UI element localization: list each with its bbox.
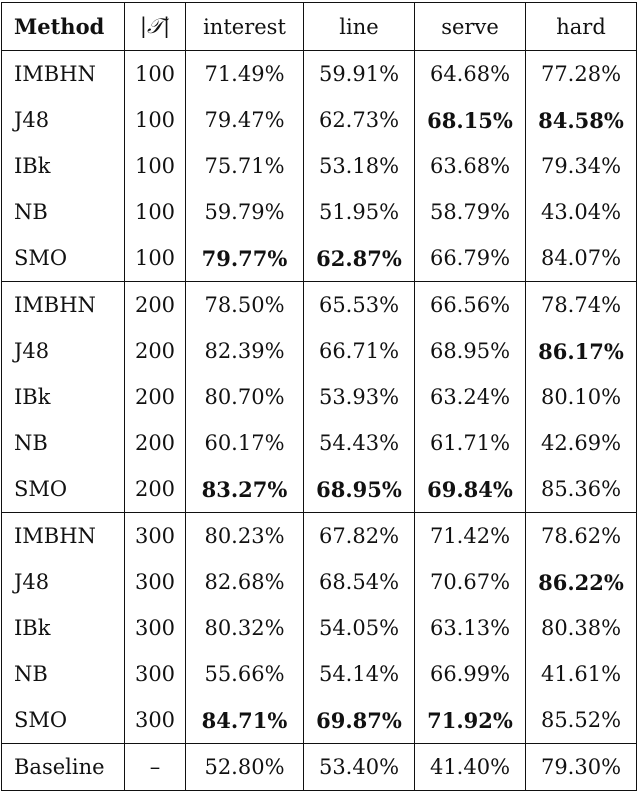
results-table	[1, 2, 637, 791]
cell-hard: 79.30%	[526, 744, 637, 791]
cell-line: 65.53%	[304, 282, 415, 329]
cell-method: J48	[2, 559, 125, 605]
cell-interest: 52.80%	[186, 744, 304, 791]
table-row	[2, 651, 637, 697]
table-row	[2, 97, 637, 143]
cell-t: 100	[125, 235, 186, 282]
cell-method: J48	[2, 328, 125, 374]
cell-t: 100	[125, 189, 186, 235]
table-row	[2, 282, 637, 329]
cell-t: 200	[125, 328, 186, 374]
cell-interest: 79.77%	[186, 235, 304, 282]
cell-interest: 80.23%	[186, 513, 304, 560]
header-line: line	[304, 3, 415, 51]
cell-line: 51.95%	[304, 189, 415, 235]
cell-serve: 63.68%	[415, 143, 526, 189]
table-body	[2, 51, 637, 791]
cell-interest: 55.66%	[186, 651, 304, 697]
cell-t: 300	[125, 651, 186, 697]
cell-method: SMO	[2, 466, 125, 513]
header-serve: serve	[415, 3, 526, 51]
cell-line: 59.91%	[304, 51, 415, 98]
cell-line: 67.82%	[304, 513, 415, 560]
cell-t: 300	[125, 697, 186, 744]
cell-hard: 43.04%	[526, 189, 637, 235]
cell-method: NB	[2, 189, 125, 235]
table-row	[2, 420, 637, 466]
cell-line: 54.05%	[304, 605, 415, 651]
cell-line: 66.71%	[304, 328, 415, 374]
cell-line: 68.95%	[304, 466, 415, 513]
cell-line: 54.14%	[304, 651, 415, 697]
table-row	[2, 51, 637, 98]
cell-method: IMBHN	[2, 51, 125, 98]
cell-serve: 64.68%	[415, 51, 526, 98]
cell-line: 69.87%	[304, 697, 415, 744]
cell-interest: 82.68%	[186, 559, 304, 605]
cell-method: IBk	[2, 605, 125, 651]
cell-serve: 68.15%	[415, 97, 526, 143]
cell-line: 53.93%	[304, 374, 415, 420]
cell-method: SMO	[2, 235, 125, 282]
cell-serve: 71.42%	[415, 513, 526, 560]
cell-interest: 78.50%	[186, 282, 304, 329]
table-row	[2, 513, 637, 560]
cell-serve: 66.79%	[415, 235, 526, 282]
cell-hard: 42.69%	[526, 420, 637, 466]
table-row	[2, 143, 637, 189]
cell-t: –	[125, 744, 186, 791]
cell-t: 300	[125, 513, 186, 560]
cell-line: 53.18%	[304, 143, 415, 189]
cell-t: 200	[125, 374, 186, 420]
cell-hard: 85.52%	[526, 697, 637, 744]
cell-interest: 71.49%	[186, 51, 304, 98]
cell-method: J48	[2, 97, 125, 143]
cell-serve: 70.67%	[415, 559, 526, 605]
table-row	[2, 328, 637, 374]
cell-hard: 85.36%	[526, 466, 637, 513]
cell-line: 68.54%	[304, 559, 415, 605]
cell-interest: 84.71%	[186, 697, 304, 744]
cell-interest: 60.17%	[186, 420, 304, 466]
results-table-container	[1, 2, 637, 791]
cell-method: IMBHN	[2, 513, 125, 560]
cell-t: 200	[125, 466, 186, 513]
cell-serve: 68.95%	[415, 328, 526, 374]
cell-method: IBk	[2, 143, 125, 189]
cell-hard: 80.10%	[526, 374, 637, 420]
cell-t: 300	[125, 559, 186, 605]
cell-interest: 59.79%	[186, 189, 304, 235]
table-row	[2, 697, 637, 744]
header-interest: interest	[186, 3, 304, 51]
cell-interest: 82.39%	[186, 328, 304, 374]
table-row	[2, 189, 637, 235]
header-t: |𝒯|	[125, 3, 186, 51]
cell-method: NB	[2, 420, 125, 466]
cell-line: 53.40%	[304, 744, 415, 791]
table-row	[2, 466, 637, 513]
cell-t: 100	[125, 143, 186, 189]
cell-interest: 79.47%	[186, 97, 304, 143]
cell-t: 200	[125, 282, 186, 329]
table-row	[2, 744, 637, 791]
cell-interest: 80.32%	[186, 605, 304, 651]
cell-line: 62.73%	[304, 97, 415, 143]
cell-t: 200	[125, 420, 186, 466]
table-row	[2, 235, 637, 282]
cell-hard: 77.28%	[526, 51, 637, 98]
cell-hard: 80.38%	[526, 605, 637, 651]
cell-hard: 41.61%	[526, 651, 637, 697]
cell-t: 300	[125, 605, 186, 651]
cell-interest: 80.70%	[186, 374, 304, 420]
cell-method: IBk	[2, 374, 125, 420]
table-row	[2, 559, 637, 605]
cell-serve: 61.71%	[415, 420, 526, 466]
cell-hard: 78.62%	[526, 513, 637, 560]
header-method: Method	[2, 3, 125, 51]
cell-serve: 66.56%	[415, 282, 526, 329]
cell-t: 100	[125, 51, 186, 98]
header-row	[2, 3, 637, 51]
cell-method: Baseline	[2, 744, 125, 791]
cell-serve: 63.24%	[415, 374, 526, 420]
cell-method: SMO	[2, 697, 125, 744]
table-row	[2, 605, 637, 651]
cell-hard: 79.34%	[526, 143, 637, 189]
cell-serve: 63.13%	[415, 605, 526, 651]
cell-t: 100	[125, 97, 186, 143]
cell-serve: 71.92%	[415, 697, 526, 744]
table-row	[2, 374, 637, 420]
cell-method: NB	[2, 651, 125, 697]
cell-method: IMBHN	[2, 282, 125, 329]
cell-serve: 66.99%	[415, 651, 526, 697]
cell-hard: 86.17%	[526, 328, 637, 374]
cell-serve: 58.79%	[415, 189, 526, 235]
header-hard: hard	[526, 3, 637, 51]
cell-line: 54.43%	[304, 420, 415, 466]
cell-serve: 69.84%	[415, 466, 526, 513]
cell-hard: 86.22%	[526, 559, 637, 605]
cell-line: 62.87%	[304, 235, 415, 282]
cell-serve: 41.40%	[415, 744, 526, 791]
cell-hard: 78.74%	[526, 282, 637, 329]
cell-interest: 83.27%	[186, 466, 304, 513]
cell-hard: 84.07%	[526, 235, 637, 282]
cell-interest: 75.71%	[186, 143, 304, 189]
cell-hard: 84.58%	[526, 97, 637, 143]
